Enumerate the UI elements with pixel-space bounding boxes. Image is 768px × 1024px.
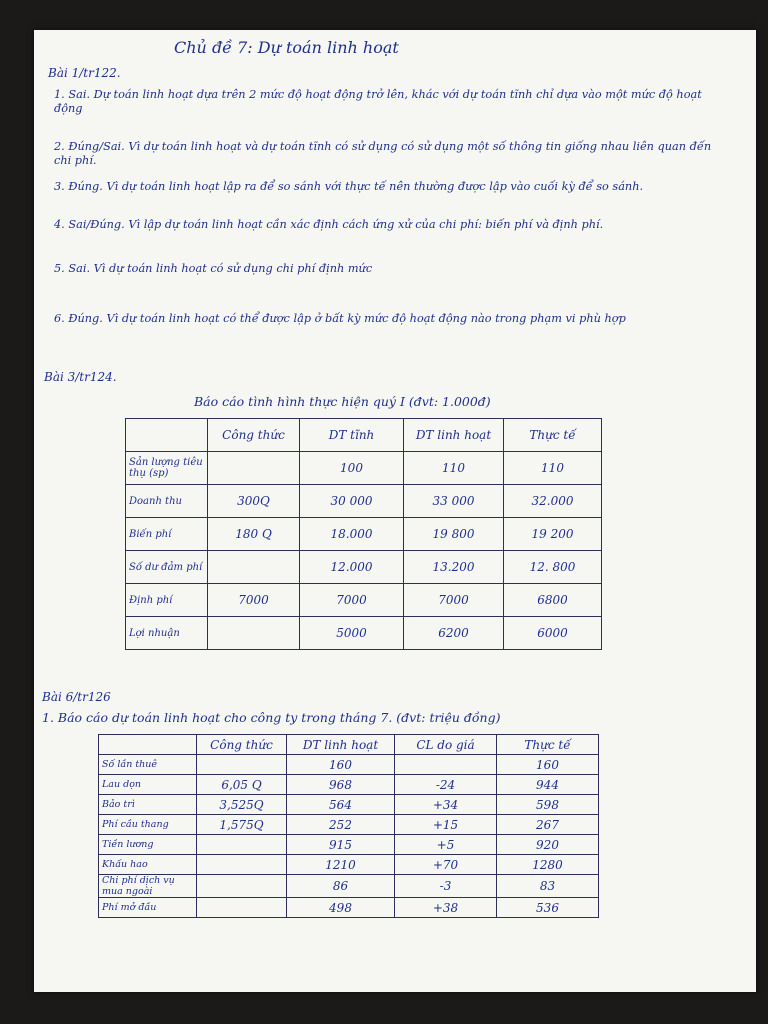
page-title: Chủ đề 7: Dự toán linh hoạt xyxy=(174,38,399,57)
header-cell: Công thức xyxy=(197,735,287,755)
table-cell: -24 xyxy=(395,775,497,795)
table-cell: 598 xyxy=(497,795,599,815)
row-label: Số lần thuê xyxy=(99,755,197,775)
table-cell: +38 xyxy=(395,898,497,918)
table-cell: 536 xyxy=(497,898,599,918)
table-cell xyxy=(395,755,497,775)
table-cell: 110 xyxy=(404,452,504,485)
table-cell: -3 xyxy=(395,875,497,898)
table-cell: 252 xyxy=(287,815,395,835)
table-cell: 968 xyxy=(287,775,395,795)
exercise-6-caption: 1. Báo cáo dự toán linh hoạt cho công ty trong tháng 7. (đvt: triệu đồng) xyxy=(42,710,501,725)
table-cell: +70 xyxy=(395,855,497,875)
table-header-row xyxy=(99,735,599,755)
row-label: Bảo trì xyxy=(99,795,197,815)
table-cell xyxy=(197,875,287,898)
statement-6: 6. Đúng. Vì dự toán linh hoạt có thể được lập ở bất kỳ mức độ hoạt động nào trong phạm vi phù hợp xyxy=(54,312,626,325)
table-cell: +5 xyxy=(395,835,497,855)
table-row xyxy=(126,518,602,551)
row-label: Định phí xyxy=(126,584,208,617)
table-cell: 13.200 xyxy=(404,551,504,584)
table-cell: 3,525Q xyxy=(197,795,287,815)
table-cell: 160 xyxy=(497,755,599,775)
monthly-flex-budget-table xyxy=(98,734,599,918)
table-header-row xyxy=(126,419,602,452)
row-label: Doanh thu xyxy=(126,485,208,518)
table-cell: 32.000 xyxy=(504,485,602,518)
table-cell: 1280 xyxy=(497,855,599,875)
header-cell: Công thức xyxy=(208,419,300,452)
header-cell: DT tĩnh xyxy=(300,419,404,452)
quarter-report-table xyxy=(125,418,602,650)
statement-2: 2. Đúng/Sai. Vì dự toán linh hoạt và dự toán tĩnh có sử dụng có sử dụng một số thông tin giống nhau liên quan đến chi phí. xyxy=(54,140,712,167)
table-cell xyxy=(208,452,300,485)
header-cell: Thực tế xyxy=(497,735,599,755)
table-cell: 564 xyxy=(287,795,395,815)
header-cell: CL do giá xyxy=(395,735,497,755)
table-cell: 944 xyxy=(497,775,599,795)
exercise-6-label: Bài 6/tr126 xyxy=(42,690,111,704)
table-cell: 6000 xyxy=(504,617,602,650)
table-cell: 915 xyxy=(287,835,395,855)
table-cell: 19 200 xyxy=(504,518,602,551)
table-row xyxy=(99,875,599,898)
header-cell xyxy=(126,419,208,452)
table-cell: 5000 xyxy=(300,617,404,650)
table-cell: 498 xyxy=(287,898,395,918)
table-cell: 110 xyxy=(504,452,602,485)
row-label: Lau dọn xyxy=(99,775,197,795)
row-label: Chi phí dịch vụ mua ngoài xyxy=(99,875,197,898)
row-label: Phí mở đầu xyxy=(99,898,197,918)
table-row xyxy=(126,617,602,650)
statement-4: 4. Sai/Đúng. Vì lập dự toán linh hoạt cần xác định cách ứng xử của chi phí: biến phí và định phí. xyxy=(54,218,604,231)
notebook-page xyxy=(34,30,756,992)
table-cell: 12.000 xyxy=(300,551,404,584)
table-cell: 18.000 xyxy=(300,518,404,551)
table-cell: 6,05 Q xyxy=(197,775,287,795)
row-label: Biến phí xyxy=(126,518,208,551)
table-cell: 920 xyxy=(497,835,599,855)
table-cell: 83 xyxy=(497,875,599,898)
header-cell xyxy=(99,735,197,755)
row-label: Lợi nhuận xyxy=(126,617,208,650)
table-cell: 7000 xyxy=(208,584,300,617)
exercise-3-caption: Báo cáo tình hình thực hiện quý I (đvt: 1.000đ) xyxy=(194,394,491,409)
table-cell: 6200 xyxy=(404,617,504,650)
exercise-3-label: Bài 3/tr124. xyxy=(44,370,117,384)
table-cell: 33 000 xyxy=(404,485,504,518)
table-row xyxy=(99,815,599,835)
table-row xyxy=(99,755,599,775)
row-label: Khấu hao xyxy=(99,855,197,875)
table-row xyxy=(126,452,602,485)
statement-5: 5. Sai. Vì dự toán linh hoạt có sử dụng chi phí định mức xyxy=(54,262,373,275)
exercise-1-label: Bài 1/tr122. xyxy=(48,66,121,80)
table-row xyxy=(126,584,602,617)
table-cell: 6800 xyxy=(504,584,602,617)
statement-1: 1. Sai. Dự toán linh hoạt dựa trên 2 mức độ hoạt động trở lên, khác với dự toán tĩnh chỉ dựa vào một mức độ hoạt động xyxy=(54,88,702,115)
table-row xyxy=(99,795,599,815)
row-label: Số dư đảm phí xyxy=(126,551,208,584)
header-cell: DT linh hoạt xyxy=(287,735,395,755)
header-cell: Thực tế xyxy=(504,419,602,452)
table-cell: 100 xyxy=(300,452,404,485)
table-cell xyxy=(197,898,287,918)
table-cell: 30 000 xyxy=(300,485,404,518)
row-label: Phí cầu thang xyxy=(99,815,197,835)
table-cell: 7000 xyxy=(404,584,504,617)
table-cell: 19 800 xyxy=(404,518,504,551)
table-row xyxy=(126,551,602,584)
table-cell: +34 xyxy=(395,795,497,815)
row-label: Sản lượng tiêu thụ (sp) xyxy=(126,452,208,485)
table-cell: 160 xyxy=(287,755,395,775)
table-cell xyxy=(197,855,287,875)
table-cell: 180 Q xyxy=(208,518,300,551)
table-cell: 267 xyxy=(497,815,599,835)
table-cell: 12. 800 xyxy=(504,551,602,584)
table-cell: 1,575Q xyxy=(197,815,287,835)
table-cell: 1210 xyxy=(287,855,395,875)
table-cell xyxy=(197,835,287,855)
table-cell xyxy=(208,551,300,584)
table-cell: 86 xyxy=(287,875,395,898)
table-row xyxy=(99,775,599,795)
header-cell: DT linh hoạt xyxy=(404,419,504,452)
table-row xyxy=(126,485,602,518)
table-row xyxy=(99,898,599,918)
table-row xyxy=(99,835,599,855)
table-cell: +15 xyxy=(395,815,497,835)
row-label: Tiền lương xyxy=(99,835,197,855)
table-cell xyxy=(208,617,300,650)
table-row xyxy=(99,855,599,875)
table-cell xyxy=(197,755,287,775)
statement-3: 3. Đúng. Vì dự toán linh hoạt lập ra để so sánh với thực tế nên thường được lập vào cuối kỳ để so sánh. xyxy=(54,180,644,193)
table-cell: 300Q xyxy=(208,485,300,518)
table-cell: 7000 xyxy=(300,584,404,617)
